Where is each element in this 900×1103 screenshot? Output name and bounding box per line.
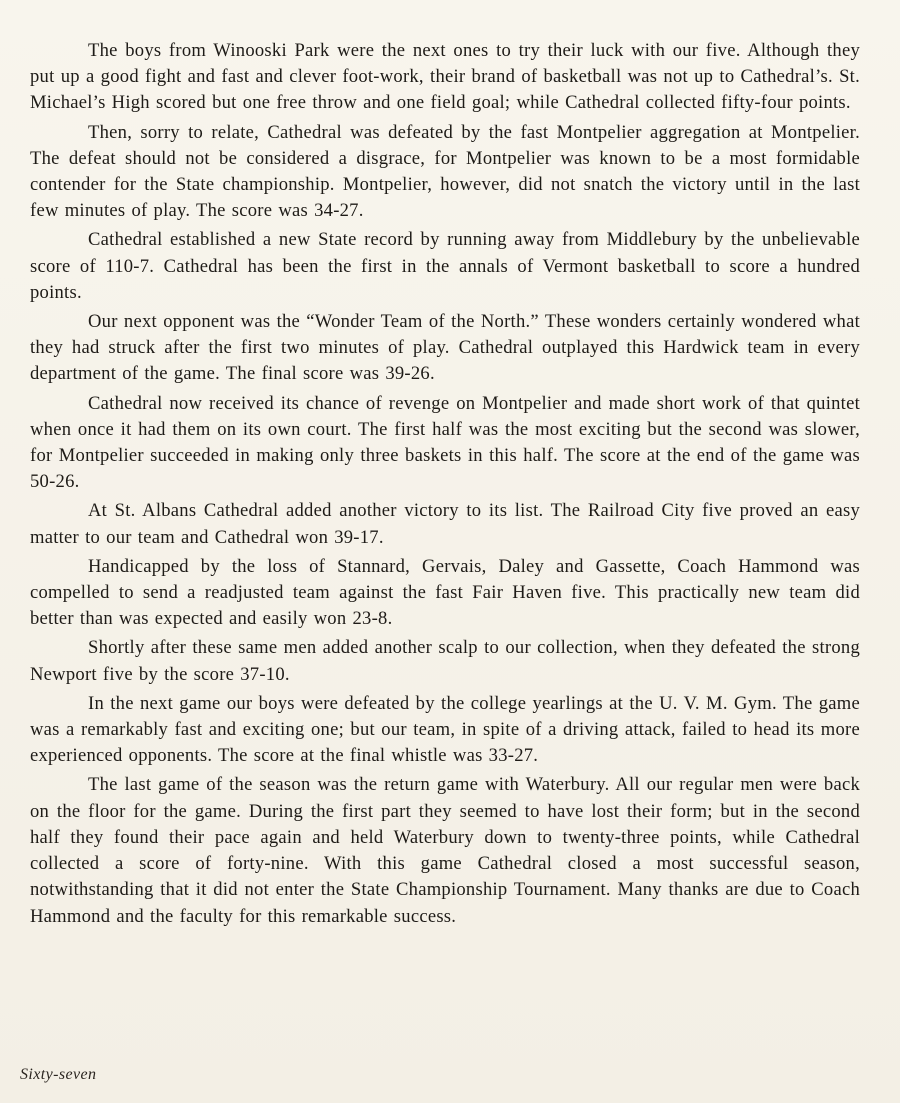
paragraph-st-albans: At St. Albans Cathedral added another victory to its list. The Railroad City five proved an easy matter to our team and Cathedral won 39-17. — [30, 500, 860, 548]
paragraph-winooski-park: The boys from Winooski Park were the next ones to try their luck with our five. Although they put up a good fight and fast and clever foot-work, their brand of basketball was not up to Cathedral’s. St. Michael’s High scored but one free throw and one field goal; while Cathedral collected fifty-four points. — [30, 40, 860, 114]
paragraph-montpelier-revenge: Cathedral now received its chance of revenge on Montpelier and made short work of that quintet when once it had them on its own court. The first half was the most exciting but the second was slower, for Montpelier succeeded in making only three baskets in this half. The score at the end of the game was 50-26. — [30, 392, 860, 493]
paragraph-fair-haven: Handicapped by the loss of Stannard, Gervais, Daley and Gassette, Coach Hammond was compelled to send a readjusted team against the fast Fair Haven five. This practically new team did better than was expected and easily won 23-8. — [30, 555, 860, 630]
paragraph-uvm-gym: In the next game our boys were defeated by the college yearlings at the U. V. M. Gym. The game was a remarkably fast and exciting one; but our team, in spite of a driving attack, failed to head its more experienced opponents. The score at the final whistle was 33-27. — [30, 692, 860, 767]
article-body — [30, 38, 860, 933]
paragraph-newport: Shortly after these same men added another scalp to our collection, when they defeated the strong Newport five by the score 37-10. — [30, 637, 860, 685]
page-number: Sixty-seven — [20, 1066, 97, 1083]
paragraph-waterbury-finale: The last game of the season was the return game with Waterbury. All our regular men were back on the floor for the game. During the first part they seemed to have lost their form; but in the second half they found their pace again and held Waterbury down to twenty-three points, while Cathedral collected a score of forty-nine. With this game Cathedral closed a most successful season, notwithstanding that it did not enter the State Championship Tournament. Many thanks are due to Coach Hammond and the faculty for this remarkable success. — [30, 774, 860, 927]
paragraph-montpelier-defeat: Then, sorry to relate, Cathedral was defeated by the fast Montpelier aggregation at Montpelier. The defeat should not be considered a disgrace, for Montpelier was known to be a most formidable contender for the State championship. Montpelier, however, did not snatch the victory until in the last few minutes of play. The score was 34-27. — [30, 121, 860, 222]
paragraph-middlebury-record: Cathedral established a new State record by running away from Middlebury by the unbelievable score of 110-7. Cathedral has been the first in the annals of Vermont basketball to score a hundred points. — [30, 229, 860, 303]
paragraph-hardwick-game: Our next opponent was the “Wonder Team of the North.” These wonders certainly wondered what they had struck after the first two minutes of play. Cathedral outplayed this Hardwick team in every department of the game. The final score was 39-26. — [30, 311, 860, 385]
